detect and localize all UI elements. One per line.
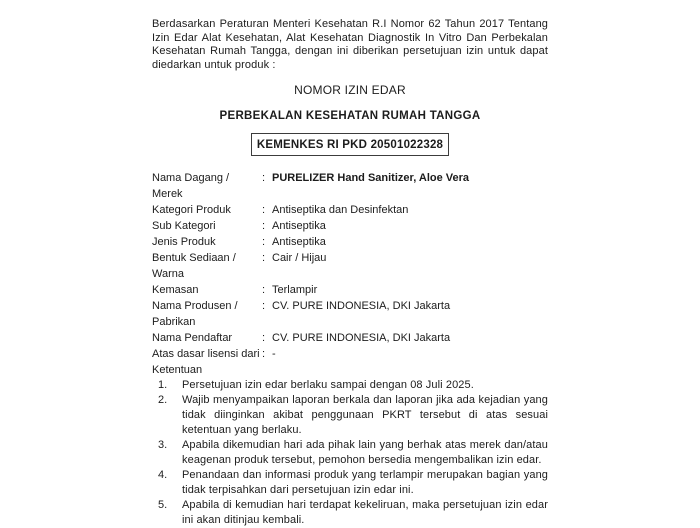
field-colon: : — [262, 236, 266, 248]
term-item-5 — [152, 498, 548, 528]
terms-list — [152, 378, 548, 528]
field-row-jenis-produk — [152, 234, 548, 250]
field-colon: : — [262, 172, 266, 184]
field-row-nama-pendaftar — [152, 330, 548, 346]
term-number: 5. — [158, 499, 168, 511]
field-colon: : — [262, 348, 266, 360]
field-value: Antiseptika dan Desinfektan — [272, 204, 409, 216]
field-colon: : — [262, 252, 266, 264]
field-value: CV. PURE INDONESIA, DKI Jakarta — [272, 300, 451, 312]
term-number: 2. — [158, 394, 168, 406]
term-item-3 — [152, 438, 548, 468]
field-row-kategori-produk — [152, 202, 548, 218]
license-number-box-wrap — [152, 133, 548, 156]
field-row-sub-kategori — [152, 218, 548, 234]
field-label: Sub Kategori — [152, 220, 216, 232]
field-value: Terlampir — [272, 284, 318, 296]
field-row-nama-dagang — [152, 170, 548, 202]
field-label: Kemasan — [152, 284, 199, 296]
field-label: Nama Pendaftar — [152, 332, 233, 344]
field-value: - — [272, 348, 276, 360]
intro-paragraph: Berdasarkan Peraturan Menteri Kesehatan R.I Nomor 62 Tahun 2017 Tentang Izin Edar Alat Kesehatan, Alat Kesehatan Diagnostik In Vitro Dan Perbekalan Kesehatan Rumah Tangga, dengan ini diberikan persetujuan izin untuk dapat diedarkan untuk produk : — [152, 18, 548, 71]
license-number-box: KEMENKES RI PKD 20501022328 — [251, 133, 449, 156]
field-colon: : — [262, 220, 266, 232]
term-text: Apabila dikemudian hari ada pihak lain yang berhak atas merek dan/atau keagenan produk tersebut, pemohon bersedia mengembalikan izin edar. — [182, 439, 548, 466]
field-row-kemasan — [152, 282, 548, 298]
term-item-1 — [152, 378, 548, 393]
field-label: Jenis Produk — [152, 236, 216, 248]
term-number: 4. — [158, 469, 168, 481]
term-number: 1. — [158, 379, 168, 391]
term-item-4 — [152, 468, 548, 498]
field-row-atas-dasar-lisensi — [152, 346, 548, 362]
field-value: Cair / Hijau — [272, 252, 327, 264]
term-item-2 — [152, 393, 548, 438]
field-colon: : — [262, 284, 266, 296]
terms-title: Ketentuan — [152, 364, 203, 376]
field-value: Antiseptika — [272, 220, 326, 232]
term-text: Wajib menyampaikan laporan berkala dan laporan jika ada kejadian yang tidak diinginkan akibat penggunaan PKRT tersebut di atas sesuai ketentuan yang berlaku. — [182, 394, 548, 436]
field-label: Nama Dagang / Merek — [152, 172, 230, 200]
heading-product-category: PERBEKALAN KESEHATAN RUMAH TANGGA — [219, 110, 481, 122]
term-text: Penandaan dan informasi produk yang terlampir merupakan bagian yang tidak terpisahkan dari persetujuan izin edar ini. — [182, 469, 548, 496]
heading-nomor-izin-edar: NOMOR IZIN EDAR — [294, 83, 406, 97]
field-row-bentuk-sediaan — [152, 250, 548, 282]
term-text: Persetujuan izin edar berlaku sampai dengan 08 Juli 2025. — [182, 379, 474, 391]
field-colon: : — [262, 204, 266, 216]
term-number: 3. — [158, 439, 168, 451]
field-value: CV. PURE INDONESIA, DKI Jakarta — [272, 332, 451, 344]
field-label: Nama Produsen / Pabrikan — [152, 300, 238, 328]
field-value: PURELIZER Hand Sanitizer, Aloe Vera — [272, 172, 470, 184]
field-row-nama-produsen — [152, 298, 548, 330]
field-colon: : — [262, 300, 266, 312]
field-value: Antiseptika — [272, 236, 326, 248]
term-text: Apabila di kemudian hari terdapat kekeliruan, maka persetujuan izin edar ini akan ditinjau kembali. — [182, 499, 548, 526]
field-label: Kategori Produk — [152, 204, 231, 216]
field-colon: : — [262, 332, 266, 344]
product-fields — [152, 170, 548, 362]
field-label: Bentuk Sediaan / Warna — [152, 252, 236, 280]
field-label: Atas dasar lisensi dari — [152, 348, 260, 360]
